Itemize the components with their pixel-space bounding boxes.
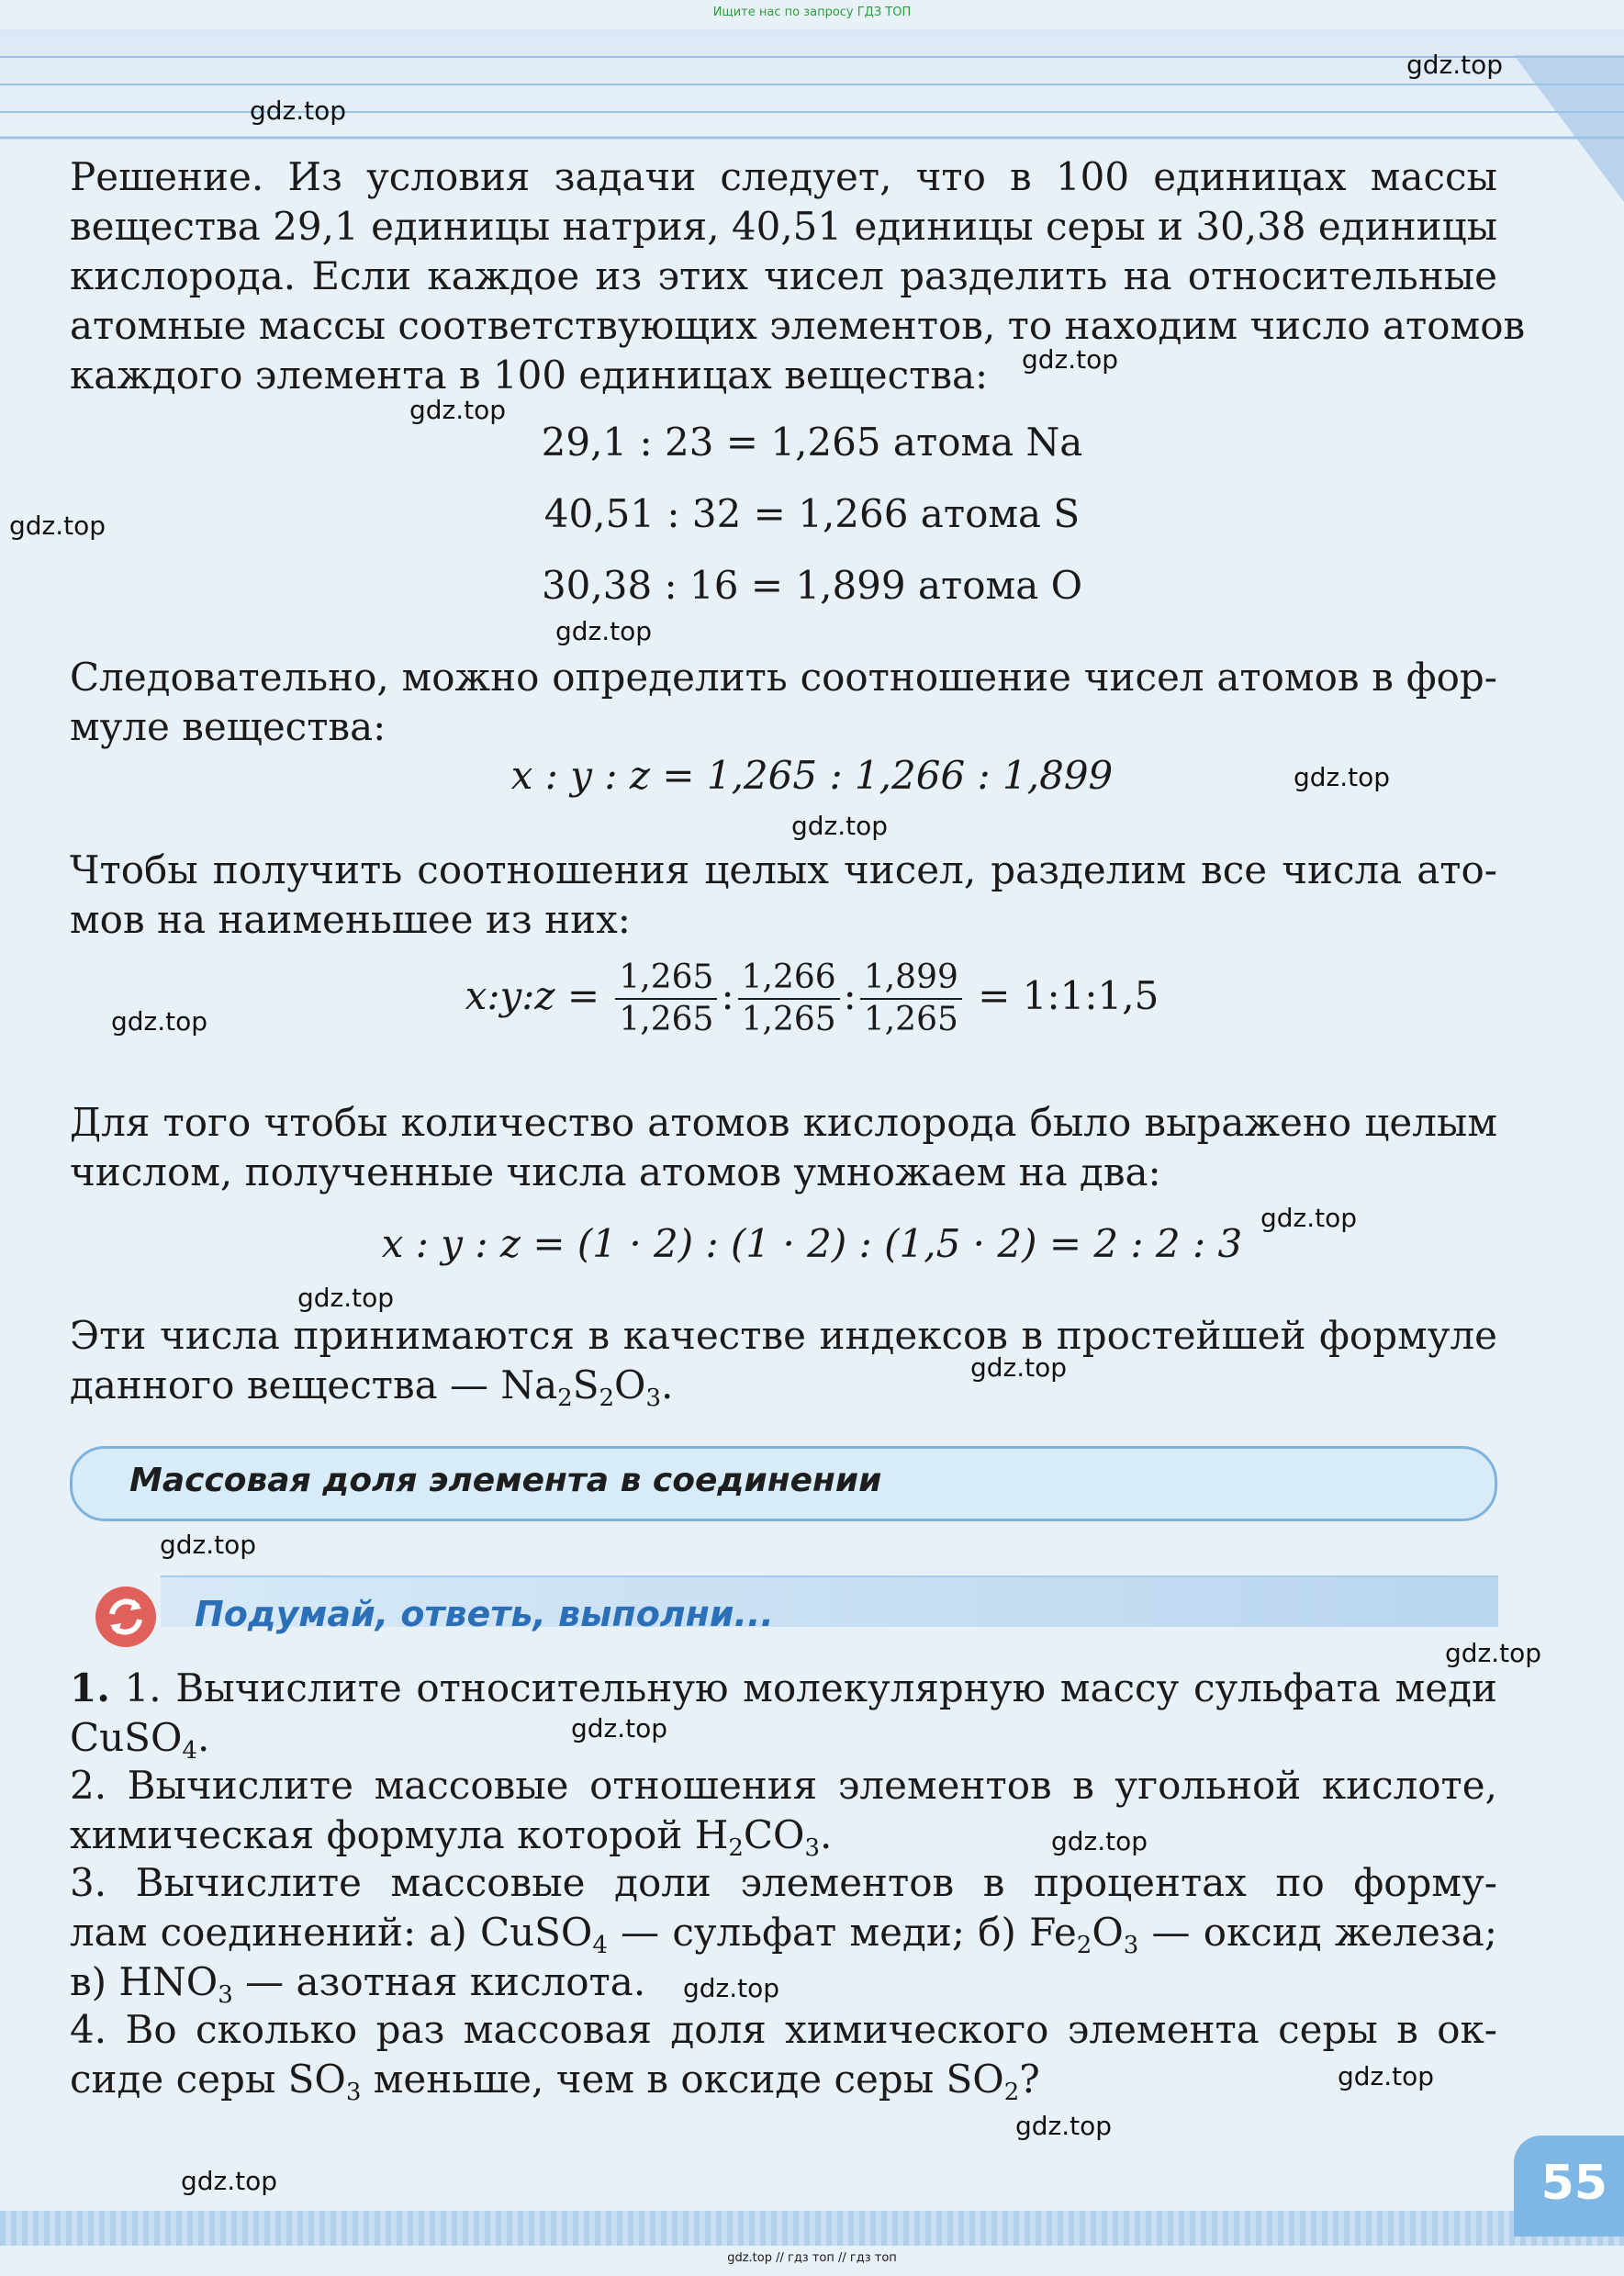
- watermark: gdz.top: [1022, 344, 1119, 375]
- watermark: gdz.top: [1445, 1638, 1542, 1668]
- solution-line-1: Решение. Из условия задачи следует, что в 100 единицах массы: [70, 154, 1497, 199]
- task-1-line-2: CuSO$_4$.: [70, 1715, 210, 1765]
- search-note: Ищите нас по запросу ГДЗ ТОП: [712, 6, 912, 19]
- watermark: gdz.top: [160, 1530, 257, 1560]
- watermark: gdz.top: [1051, 1826, 1148, 1856]
- watermark: gdz.top: [791, 811, 889, 841]
- paragraph-3-line-1: Чтобы получить соотношения целых чисел, разделим все числа ато-: [70, 847, 1497, 892]
- equation-fractions: x:y:z = $\frac{1,265}{1,265}$ : $\frac{1,266}{1,265}$ : $\frac{1,899}{1,265}$ = 1:1:1,5: [465, 959, 1159, 1038]
- equation-s: 40,51 : 32 = 1,266 атома S: [543, 491, 1081, 536]
- task-4-line-1: 4. Во сколько раз массовая доля химического элемента серы в ок-: [70, 2007, 1497, 2052]
- solution-line-2: вещества 29,1 единицы натрия, 40,51 единицы серы и 30,38 единицы: [70, 204, 1498, 249]
- watermark: gdz.top: [250, 95, 347, 126]
- page-number: 55: [1540, 2156, 1607, 2211]
- watermark: gdz.top: [297, 1283, 395, 1313]
- solution-line-4: атомные массы соответствующих элементов, то находим число атомов: [70, 303, 1526, 348]
- section-heading-box: [70, 1446, 1497, 1521]
- watermark: gdz.top: [9, 510, 106, 541]
- task-3-line-1: 3. Вычислите массовые доли элементов в процентах по форму-: [70, 1860, 1497, 1905]
- watermark: gdz.top: [409, 395, 507, 425]
- equation-o: 30,38 : 16 = 1,899 атома O: [541, 563, 1083, 608]
- watermark: gdz.top: [1260, 1203, 1358, 1233]
- solution-line-5: каждого элемента в 100 единицах вещества:: [70, 353, 989, 398]
- watermark: gdz.top: [555, 616, 653, 646]
- fraction-lhs: x:y:z =: [465, 973, 600, 1018]
- fraction-1: $\frac{1,265}{1,265}$: [615, 958, 717, 1040]
- refresh-icon: [95, 1586, 156, 1647]
- watermark: gdz.top: [1338, 2061, 1435, 2091]
- paragraph-2-line-2: муле вещества:: [70, 704, 386, 749]
- fraction-2: $\frac{1,266}{1,265}$: [738, 958, 840, 1040]
- think-title: Подумай, ответь, выполни...: [195, 1594, 774, 1634]
- footer-stripe: [0, 2211, 1624, 2246]
- watermark: gdz.top: [683, 1973, 780, 2003]
- watermark: gdz.top: [1294, 762, 1391, 792]
- equation-multiply: x : y : z = (1 · 2) : (1 · 2) : (1,5 · 2) = 2 : 2 : 3: [381, 1221, 1243, 1266]
- section-title: Массовая доля элемента в соединении: [129, 1462, 882, 1499]
- task-3-line-2: лам соединений: а) CuSO$_4$ — сульфат меди; б) $Fe_2O_3$ — оксид железа;: [70, 1910, 1498, 1959]
- watermark: gdz.top: [571, 1713, 668, 1743]
- equation-ratio: x : y : z = 1,265 : 1,266 : 1,899: [510, 753, 1114, 798]
- task-4-line-2: сиде серы $SO_3$ меньше, чем в оксиде серы $SO_2$?: [70, 2057, 1040, 2106]
- paragraph-2-line-1: Следовательно, можно определить соотношение чисел атомов в фор-: [70, 655, 1497, 700]
- task-2-line-2: химическая формула которой $H_2CO_3$.: [70, 1812, 833, 1862]
- paragraph-5-line-1: Эти числа принимаются в качестве индексов в простейшей формуле: [70, 1313, 1497, 1358]
- fraction-3: $\frac{1,899}{1,265}$: [860, 958, 962, 1040]
- paragraph-4-line-2: числом, полученные числа атомов умножаем на два:: [70, 1149, 1161, 1194]
- paragraph-5-line-2: данного вещества — $Na_2S_2O_3$.: [70, 1362, 674, 1412]
- task-1-line-1: 1. 1. Вычислите относительную молекулярную массу сульфата меди: [70, 1665, 1497, 1710]
- watermark: gdz.top: [1406, 50, 1504, 80]
- equation-na: 29,1 : 23 = 1,265 атома Na: [541, 420, 1083, 465]
- watermark: gdz.top: [111, 1006, 208, 1037]
- watermark: gdz.top: [1015, 2111, 1113, 2141]
- task-2-line-1: 2. Вычислите массовые отношения элементов в угольной кислоте,: [70, 1763, 1497, 1808]
- footer-links-note: gdz.top // гдз топ // гдз топ: [727, 2251, 897, 2265]
- task-3-line-3: в) $HNO_3$ — азотная кислота.: [70, 1959, 646, 2009]
- paragraph-4-line-1: Для того чтобы количество атомов кислорода было выражено целым: [70, 1100, 1497, 1145]
- watermark: gdz.top: [181, 2166, 278, 2196]
- watermark: gdz.top: [970, 1352, 1068, 1383]
- paragraph-3-line-2: мов на наименьшее из них:: [70, 897, 631, 942]
- solution-line-3: кислорода. Если каждое из этих чисел разделить на относительные: [70, 253, 1497, 298]
- fraction-rhs: = 1:1:1,5: [978, 973, 1159, 1018]
